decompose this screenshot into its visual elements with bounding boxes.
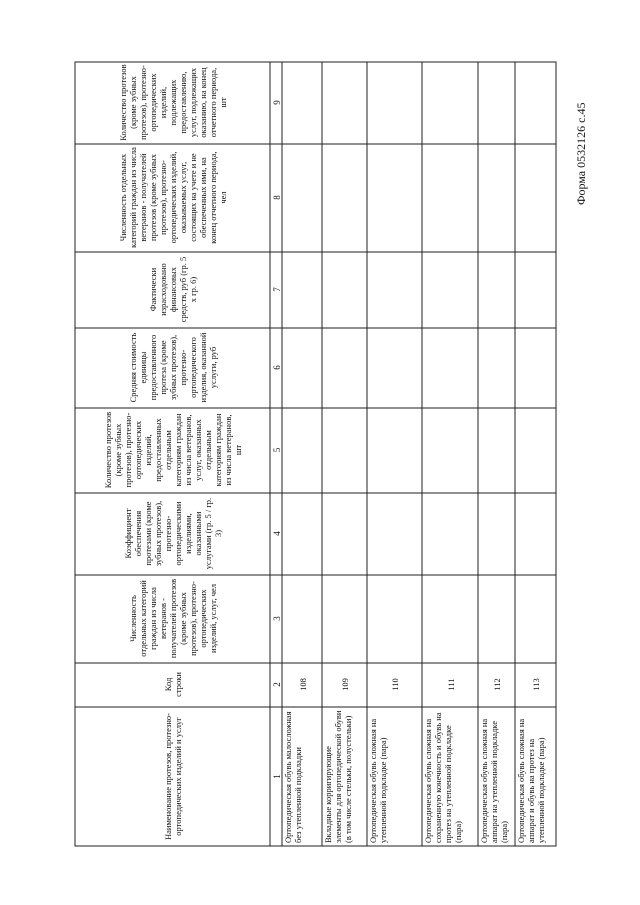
column-header-5: Количество протезов (кроме зубных протезов), протезно-ортопедических изделий, предоставленных отдельным категориям граждан из числа ветеранов, услуг, оказанных отдельным категориям граждан из числа ветеранов, шт (102, 411, 243, 489)
column-number-9: 9 (271, 100, 282, 105)
column-header-4: Коэффициент обеспечения протезами (кроме зубных протезов), протезно-ортопедическими изделиями, оказанными услугами (гр. 5 / гр. 3) (122, 497, 223, 570)
column-number-6: 6 (271, 365, 282, 370)
row-112-code: 112 (492, 678, 502, 691)
row-108-name: Ортопедическая обувь малосложная без утепленной подкладки (283, 711, 303, 843)
row-109-code: 109 (340, 678, 350, 691)
column-header-2: Код строки (162, 672, 183, 697)
row-111-name: Ортопедическая обувь сложная на сохраненную конечность и обувь на протез на утепленной подкладке (пара) (423, 712, 463, 843)
row-112-name: Ортопедическая обувь сложная на аппарат на утепленной подкладке (пара) (479, 718, 509, 843)
column-number-2: 2 (271, 682, 282, 687)
column-header-8: Численность отдельных категорий граждан из числа ветеранов - получателей протезов (кроме зубных протезов), протезно-ортопедических изделий, оказываемых услуг, состоящих на учете и не обеспеченных ими, на конец отчетного периода, чел (117, 147, 228, 248)
column-header-6: Средняя стоимость единицы предоставленного протеза (кроме зубных протезов), протезно-ортопедического изделия, оказанной услуги, руб (127, 332, 218, 403)
row-113-code: 113 (531, 678, 541, 691)
column-header-9: Количество протезов (кроме зубных протезов), протезно-ортопедических изделий, подлежащих предоставлению, услуг, подлежащих оказанию, на конец отчетного периода, шт (117, 64, 228, 141)
form-number: Форма 0532126 с.45 (574, 102, 588, 205)
column-header-1: Наименование протезов, протезно-ортопедических изделий и услуг (162, 713, 183, 840)
column-number-8: 8 (271, 195, 282, 200)
column-number-4: 4 (271, 531, 282, 536)
column-number-7: 7 (271, 287, 282, 292)
column-header-7: Фактически израсходовано финансовых средств, руб (гр. 5 х гр. 6) (147, 256, 198, 323)
row-109-name: Вкладные корригирующие элементы для ортопедической обуви (в том числе стельки, полустельки) (323, 710, 353, 843)
column-header-3: Численность отдельных категорий граждан из числа ветеранов - получателей протезов (кроме зубных протезов), протезно-ортопедических изделий, услуг, чел (127, 578, 218, 659)
row-113-name: Ортопедическая обувь сложная на аппарат и обувь на протез на утепленной подкладке (пара) (516, 718, 546, 843)
row-108-code: 108 (297, 678, 308, 691)
row-110-name: Ортопедическая обувь сложная на утепленной подкладке (пара) (368, 718, 388, 843)
row-111-code: 111 (445, 678, 456, 691)
column-number-3: 3 (271, 616, 282, 621)
column-number-1: 1 (271, 774, 282, 779)
column-number-5: 5 (271, 447, 282, 453)
row-110-code: 110 (390, 678, 400, 691)
